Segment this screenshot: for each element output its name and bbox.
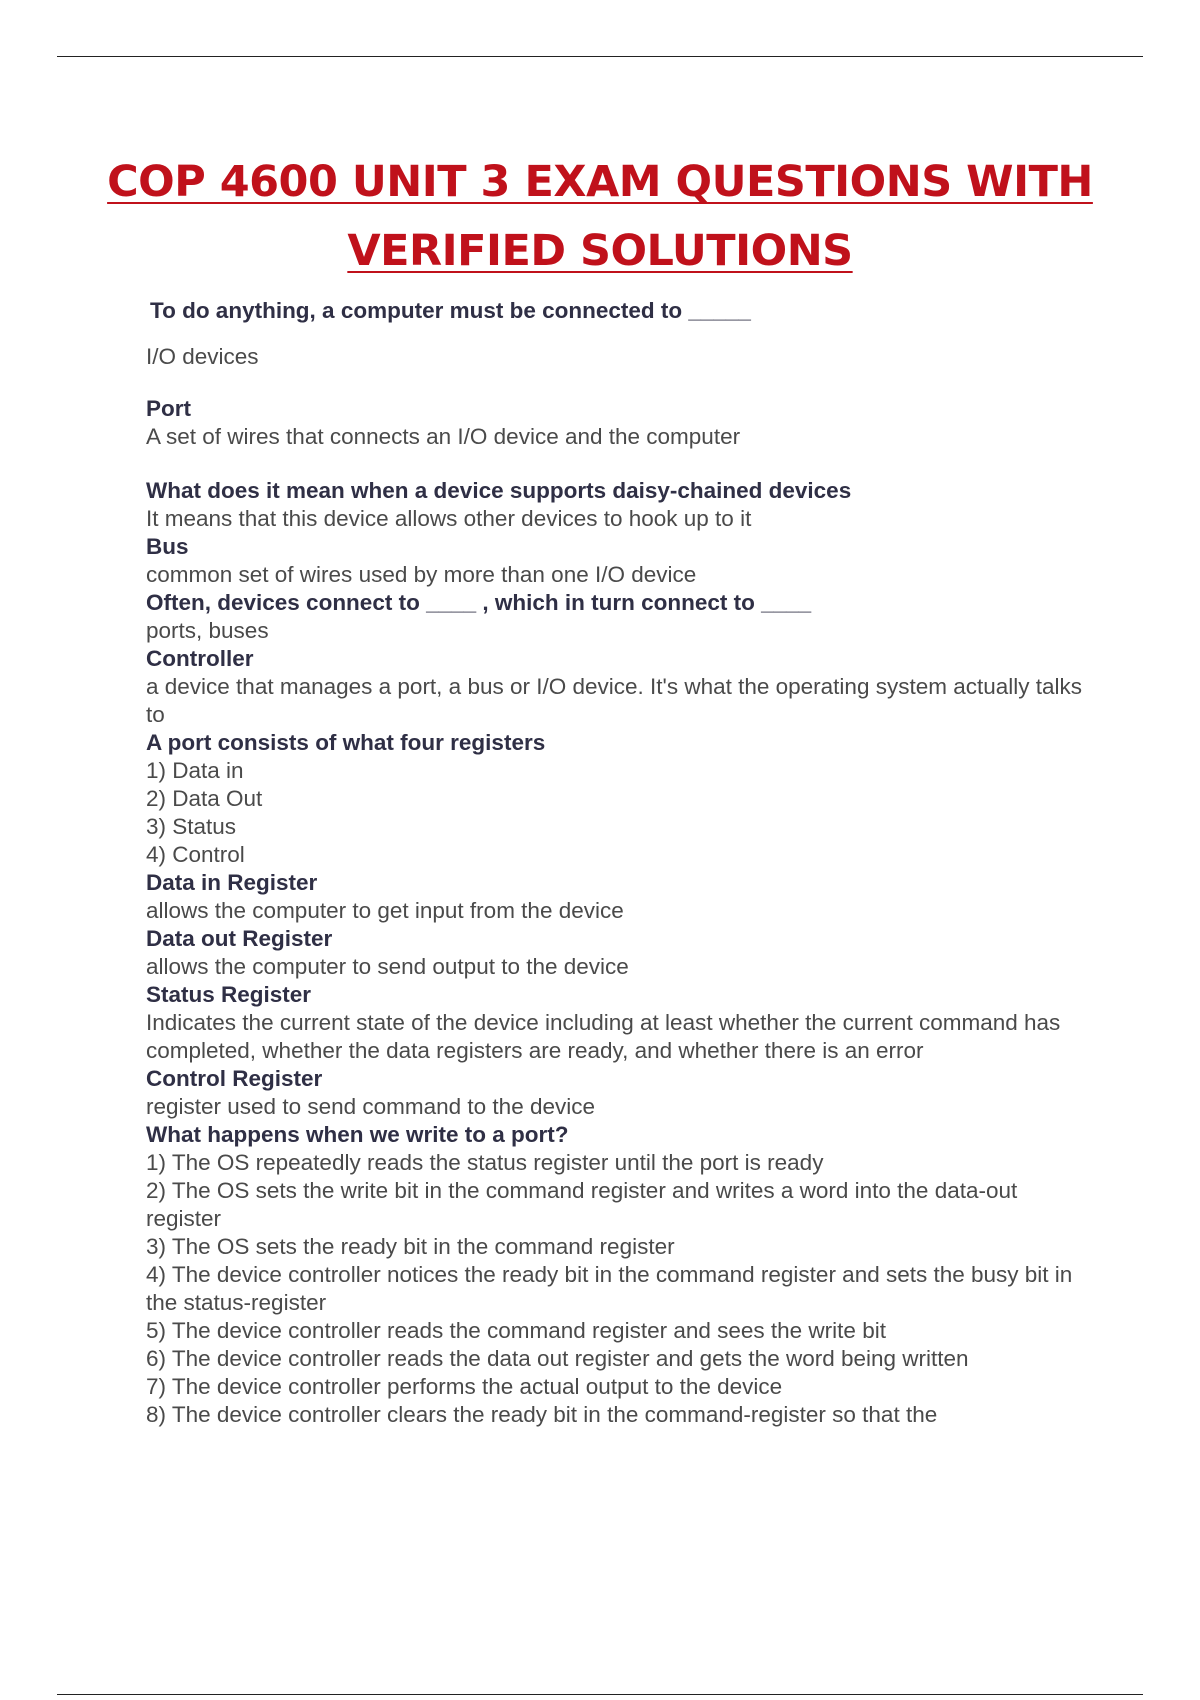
answer-list-item: 6) The device controller reads the data out register and gets the word being written	[146, 1346, 969, 1371]
top-rule	[57, 56, 1143, 57]
question: Status Register	[146, 982, 312, 1007]
answer: I/O devices	[146, 344, 259, 369]
answer-list-item: 2) The OS sets the write bit in the command register and writes a word into the data-out register	[146, 1178, 1018, 1231]
answer-list-item: 2) Data Out	[146, 786, 263, 811]
title-line-1: COP 4600 UNIT 3 EXAM QUESTIONS WITH	[107, 157, 1093, 207]
title-line-2: VERIFIED SOLUTIONS	[347, 226, 853, 276]
answer-list-item: 7) The device controller performs the actual output to the device	[146, 1374, 783, 1399]
question: Data out Register	[146, 926, 333, 951]
answer-list-item: 3) The OS sets the ready bit in the command register	[146, 1234, 675, 1259]
qa-content	[146, 297, 1096, 1429]
answer: Indicates the current state of the device including at least whether the current command has completed, whether the data registers are ready, and whether there is an error	[146, 1010, 1061, 1063]
question: What does it mean when a device supports daisy-chained devices	[146, 478, 852, 503]
answer: allows the computer to send output to the device	[146, 954, 629, 979]
question: What happens when we write to a port?	[146, 1122, 569, 1147]
answer-list-item: 1) The OS repeatedly reads the status register until the port is ready	[146, 1150, 824, 1175]
question: Bus	[146, 534, 189, 559]
question: Data in Register	[146, 870, 318, 895]
question: Port	[146, 396, 191, 421]
answer: register used to send command to the device	[146, 1094, 596, 1119]
document-title	[0, 148, 1200, 286]
answer: a device that manages a port, a bus or I/O device. It's what the operating system actually talks to	[146, 674, 1083, 727]
answer: It means that this device allows other devices to hook up to it	[146, 506, 752, 531]
answer-list-item: 1) Data in	[146, 758, 244, 783]
question: Controller	[146, 646, 254, 671]
answer: ports, buses	[146, 618, 269, 643]
answer: allows the computer to get input from the device	[146, 898, 624, 923]
answer-list-item: 4) Control	[146, 842, 245, 867]
answer-list-item: 4) The device controller notices the ready bit in the command register and sets the busy bit in the status-register	[146, 1262, 1073, 1315]
question: Often, devices connect to ____ , which in turn connect to ____	[146, 590, 812, 615]
bottom-rule	[57, 1694, 1143, 1695]
question: To do anything, a computer must be connected to _____	[150, 298, 751, 323]
answer-list-item: 3) Status	[146, 814, 237, 839]
question: Control Register	[146, 1066, 323, 1091]
answer: common set of wires used by more than one I/O device	[146, 562, 697, 587]
question: A port consists of what four registers	[146, 730, 546, 755]
answer-list-item: 5) The device controller reads the command register and sees the write bit	[146, 1318, 886, 1343]
answer-list-item: 8) The device controller clears the ready bit in the command-register so that the	[146, 1402, 938, 1427]
answer: A set of wires that connects an I/O device and the computer	[146, 424, 741, 449]
